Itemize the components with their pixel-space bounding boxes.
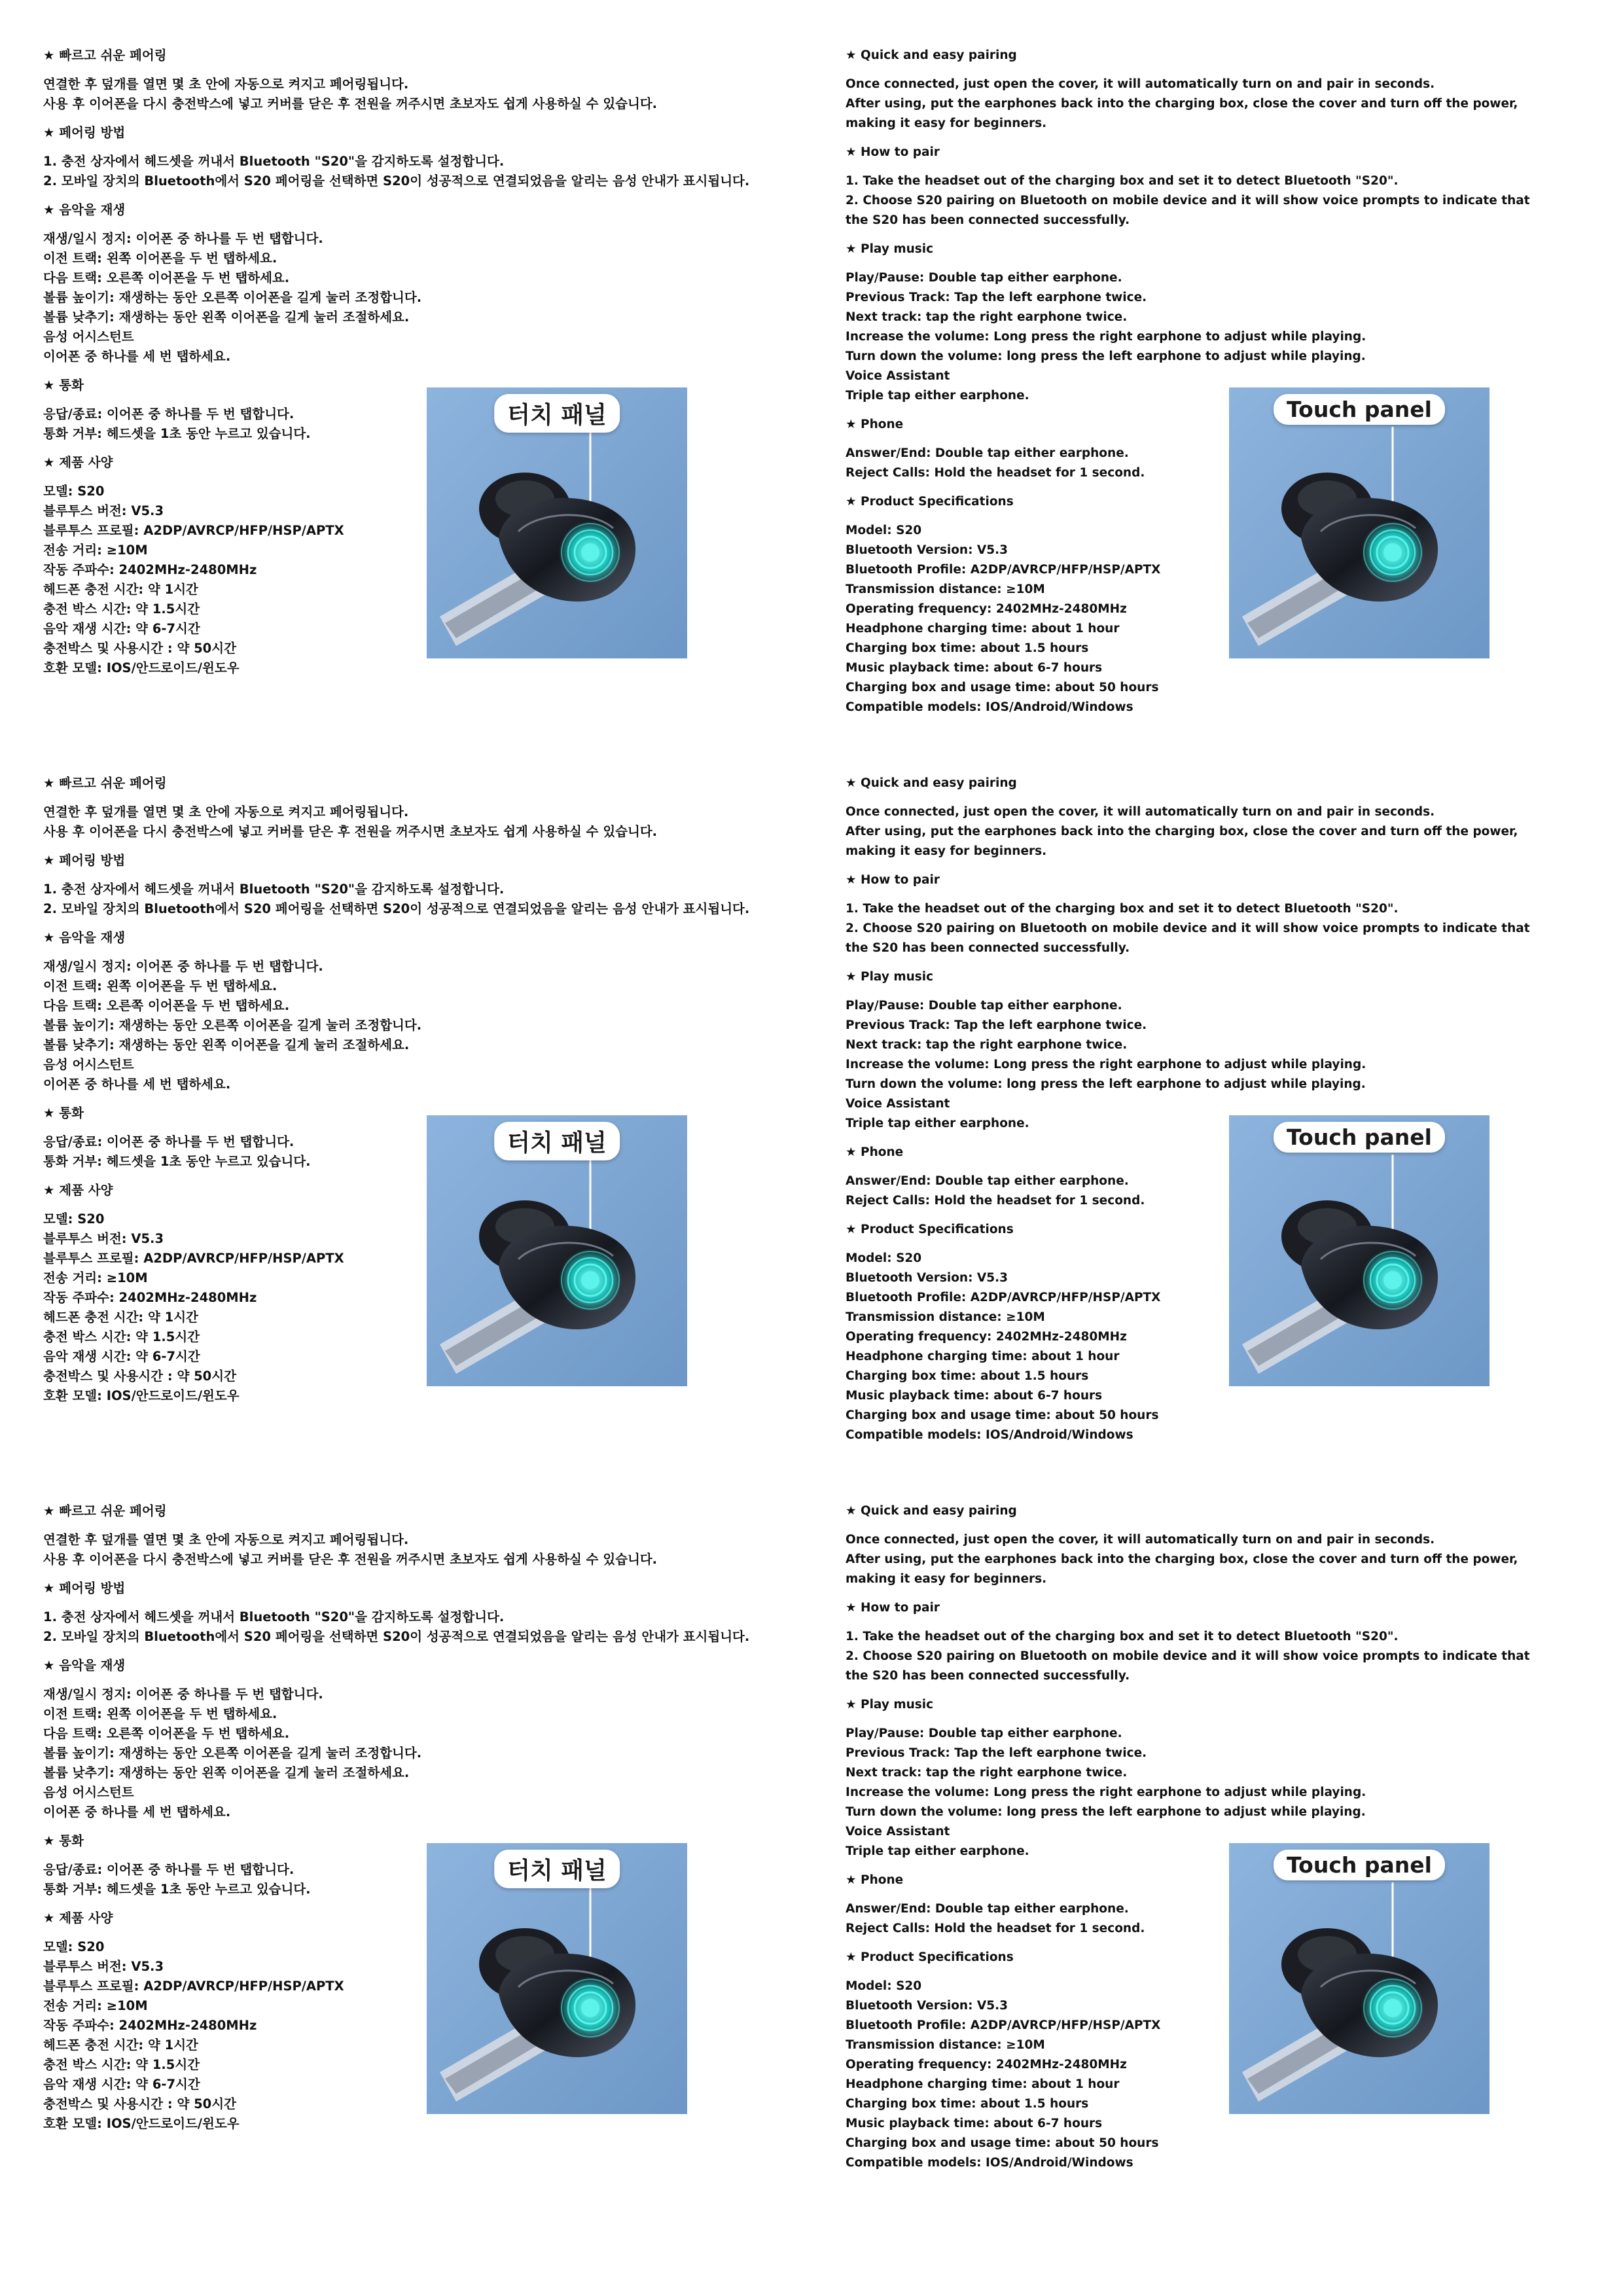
touch-panel-image: [427, 1115, 687, 1386]
heading-play-music: ★ Play music: [846, 1698, 934, 1712]
touch-panel-label: Touch panel: [1274, 1122, 1445, 1153]
play-music-text: Play/Pause: Double tap either earphone. Previous Track: Tap the left earphone twice. Next track: tap the right earphone twice. Increase the volume: Long press the right earphone to adjust while playing. Turn down the volume: long press the left earphone to adjust while playing. Voice Assistant Triple tap either earphone.: [846, 999, 1366, 1130]
heading-how-to-pair: ★ How to pair: [846, 1601, 940, 1615]
earbud-icon: [1229, 1115, 1489, 1386]
how-to-pair-text: 1. 충전 상자에서 헤드셋을 꺼내서 Bluetooth "S20"을 감지하도록 설정합니다. 2. 모바일 장치의 Bluetooth에서 S20 페어링을 선택하면 S20이 성공적으로 연결되었음을 알리는 음성 안내가 표시됩니다.: [43, 154, 750, 188]
english-manual-block: [812, 1456, 1623, 2183]
touch-panel-image: [427, 1843, 687, 2114]
heading-pairing: ★ 빠르고 쉬운 페어링: [43, 1503, 167, 1518]
pairing-text: 연결한 후 덮개를 열면 몇 초 안에 자동으로 켜지고 페어링됩니다. 사용 후 이어폰을 다시 충전박스에 넣고 커버를 닫은 후 전원을 꺼주시면 초보자도 쉽게 사용하실 수 있습니다.: [43, 1532, 658, 1567]
heading-specs: ★ Product Specifications: [846, 1223, 1014, 1236]
heading-specs: ★ 제품 사양: [43, 1910, 113, 1926]
heading-specs: ★ 제품 사양: [43, 1183, 113, 1198]
heading-how-to-pair: ★ How to pair: [846, 145, 940, 159]
pairing-text: Once connected, just open the cover, it will automatically turn on and pair in seconds. After using, put the earphones back into the charging box, close the cover and turn off the power, making it easy for beginners.: [846, 805, 1518, 858]
specs-text: Model: S20 Bluetooth Version: V5.3 Bluetooth Profile: A2DP/AVRCP/HFP/HSP/APTX Transmission distance: ≥10M Operating frequency: 2402MHz-2480MHz Headphone charging time: about 1 hour Charging box time: about 1.5 hours Music playback time: about 6-7 hours Charging box and usage time: about 50 hours Compatible models: IOS/Android/Windows: [846, 1979, 1161, 2170]
play-music-text: 재생/일시 정지: 이어폰 중 하나를 두 번 탭합니다. 이전 트랙: 왼쪽 이어폰을 두 번 탭하세요. 다음 트랙: 오른쪽 이어폰을 두 번 탭하세요. 볼륨 높이기: 재생하는 동안 오른쪽 이어폰을 길게 눌러 조정합니다. 볼륨 낮추기: 재생하는 동안 왼쪽 이어폰을 길게 눌러 조절하세요. 음성 어시스턴트 이어폰 중 하나를 세 번 탭하세요.: [43, 231, 422, 364]
touch-panel-label: 터치 패널: [494, 1122, 620, 1160]
heading-specs: ★ Product Specifications: [846, 495, 1014, 509]
heading-phone: ★ 통화: [43, 1105, 84, 1121]
touch-panel-label: 터치 패널: [494, 394, 620, 433]
heading-pairing: ★ Quick and easy pairing: [846, 776, 1017, 790]
phone-text: 응답/종료: 이어폰 중 하나를 두 번 탭합니다. 통화 거부: 헤드셋을 1초 동안 누르고 있습니다.: [43, 406, 311, 441]
heading-how-to-pair: ★ How to pair: [846, 873, 940, 887]
heading-play-music: ★ 음악을 재생: [43, 202, 126, 217]
specs-text: 모델: S20 블루투스 버전: V5.3 블루투스 프로필: A2DP/AVRCP/HFP/HSP/APTX 전송 거리: ≥10M 작동 주파수: 2402MHz-2480MHz 헤드폰 충전 시간: 약 1시간 충전 박스 시간: 약 1.5시간 음악 재생 시간: 약 6-7시간 충전박스 및 사용시간 : 약 50시간 호환 모델: IOS/안드로이드/윈도우: [43, 1939, 344, 2131]
heading-phone: ★ Phone: [846, 1873, 904, 1887]
phone-text: Answer/End: Double tap either earphone. Reject Calls: Hold the headset for 1 second.: [846, 1174, 1145, 1208]
how-to-pair-text: 1. 충전 상자에서 헤드셋을 꺼내서 Bluetooth "S20"을 감지하도록 설정합니다. 2. 모바일 장치의 Bluetooth에서 S20 페어링을 선택하면 S20이 성공적으로 연결되었음을 알리는 음성 안내가 표시됩니다.: [43, 1609, 750, 1644]
specs-text: 모델: S20 블루투스 버전: V5.3 블루투스 프로필: A2DP/AVRCP/HFP/HSP/APTX 전송 거리: ≥10M 작동 주파수: 2402MHz-2480MHz 헤드폰 충전 시간: 약 1시간 충전 박스 시간: 약 1.5시간 음악 재생 시간: 약 6-7시간 충전박스 및 사용시간 : 약 50시간 호환 모델: IOS/안드로이드/윈도우: [43, 484, 344, 675]
heading-how-to-pair: ★ 페어링 방법: [43, 1581, 126, 1596]
phone-text: 응답/종료: 이어폰 중 하나를 두 번 탭합니다. 통화 거부: 헤드셋을 1초 동안 누르고 있습니다.: [43, 1134, 311, 1169]
how-to-pair-text: 1. Take the headset out of the charging box and set it to detect Bluetooth "S20". 2. Choose S20 pairing on Bluetooth on mobile device and it will show voice prompts to indicate that the S20 has been connected successfully.: [846, 902, 1530, 955]
play-music-text: 재생/일시 정지: 이어폰 중 하나를 두 번 탭합니다. 이전 트랙: 왼쪽 이어폰을 두 번 탭하세요. 다음 트랙: 오른쪽 이어폰을 두 번 탭하세요. 볼륨 높이기: 재생하는 동안 오른쪽 이어폰을 길게 눌러 조정합니다. 볼륨 낮추기: 재생하는 동안 왼쪽 이어폰을 길게 눌러 조절하세요. 음성 어시스턴트 이어폰 중 하나를 세 번 탭하세요.: [43, 959, 422, 1092]
earbud-icon: [1229, 387, 1489, 658]
touch-panel-label: Touch panel: [1274, 394, 1445, 425]
pairing-text: 연결한 후 덮개를 열면 몇 초 안에 자동으로 켜지고 페어링됩니다. 사용 후 이어폰을 다시 충전박스에 넣고 커버를 닫은 후 전원을 꺼주시면 초보자도 쉽게 사용하실 수 있습니다.: [43, 77, 658, 111]
heading-specs: ★ Product Specifications: [846, 1950, 1014, 1964]
heading-specs: ★ 제품 사양: [43, 455, 113, 470]
pairing-text: 연결한 후 덮개를 열면 몇 초 안에 자동으로 켜지고 페어링됩니다. 사용 후 이어폰을 다시 충전박스에 넣고 커버를 닫은 후 전원을 꺼주시면 초보자도 쉽게 사용하실 수 있습니다.: [43, 804, 658, 839]
heading-play-music: ★ Play music: [846, 242, 934, 256]
phone-text: Answer/End: Double tap either earphone. Reject Calls: Hold the headset for 1 second.: [846, 446, 1145, 480]
heading-phone: ★ Phone: [846, 418, 904, 431]
heading-pairing: ★ Quick and easy pairing: [846, 1504, 1017, 1518]
pairing-text: Once connected, just open the cover, it will automatically turn on and pair in seconds. After using, put the earphones back into the charging box, close the cover and turn off the power, making it easy for beginners.: [846, 77, 1518, 130]
how-to-pair-text: 1. 충전 상자에서 헤드셋을 꺼내서 Bluetooth "S20"을 감지하도록 설정합니다. 2. 모바일 장치의 Bluetooth에서 S20 페어링을 선택하면 S20이 성공적으로 연결되었음을 알리는 음성 안내가 표시됩니다.: [43, 882, 750, 916]
heading-phone: ★ 통화: [43, 378, 84, 393]
play-music-text: Play/Pause: Double tap either earphone. Previous Track: Tap the left earphone twice. Next track: tap the right earphone twice. Increase the volume: Long press the right earphone to adjust while playing. Turn down the volume: long press the left earphone to adjust while playing. Voice Assistant Triple tap either earphone.: [846, 1727, 1366, 1858]
play-music-text: 재생/일시 정지: 이어폰 중 하나를 두 번 탭합니다. 이전 트랙: 왼쪽 이어폰을 두 번 탭하세요. 다음 트랙: 오른쪽 이어폰을 두 번 탭하세요. 볼륨 높이기: 재생하는 동안 오른쪽 이어폰을 길게 눌러 조정합니다. 볼륨 낮추기: 재생하는 동안 왼쪽 이어폰을 길게 눌러 조절하세요. 음성 어시스턴트 이어폰 중 하나를 세 번 탭하세요.: [43, 1687, 422, 1820]
phone-text: 응답/종료: 이어폰 중 하나를 두 번 탭합니다. 통화 거부: 헤드셋을 1초 동안 누르고 있습니다.: [43, 1862, 311, 1897]
korean-manual-block: [0, 1456, 812, 2183]
touch-panel-label: 터치 패널: [494, 1850, 620, 1888]
heading-pairing: ★ 빠르고 쉬운 페어링: [43, 776, 167, 791]
how-to-pair-text: 1. Take the headset out of the charging box and set it to detect Bluetooth "S20". 2. Choose S20 pairing on Bluetooth on mobile device and it will show voice prompts to indicate that the S20 has been connected successfully.: [846, 174, 1530, 227]
heading-how-to-pair: ★ 페어링 방법: [43, 125, 126, 140]
specs-text: 모델: S20 블루투스 버전: V5.3 블루투스 프로필: A2DP/AVRCP/HFP/HSP/APTX 전송 거리: ≥10M 작동 주파수: 2402MHz-2480MHz 헤드폰 충전 시간: 약 1시간 충전 박스 시간: 약 1.5시간 음악 재생 시간: 약 6-7시간 충전박스 및 사용시간 : 약 50시간 호환 모델: IOS/안드로이드/윈도우: [43, 1211, 344, 1403]
heading-pairing: ★ Quick and easy pairing: [846, 48, 1017, 62]
touch-panel-image: [1229, 1843, 1489, 2114]
pairing-text: Once connected, just open the cover, it will automatically turn on and pair in seconds. After using, put the earphones back into the charging box, close the cover and turn off the power, making it easy for beginners.: [846, 1533, 1518, 1586]
heading-play-music: ★ 음악을 재생: [43, 930, 126, 945]
heading-how-to-pair: ★ 페어링 방법: [43, 853, 126, 868]
heading-phone: ★ 통화: [43, 1833, 84, 1848]
specs-text: Model: S20 Bluetooth Version: V5.3 Bluetooth Profile: A2DP/AVRCP/HFP/HSP/APTX Transmission distance: ≥10M Operating frequency: 2402MHz-2480MHz Headphone charging time: about 1 hour Charging box time: about 1.5 hours Music playback time: about 6-7 hours Charging box and usage time: about 50 hours Compatible models: IOS/Android/Windows: [846, 524, 1161, 714]
touch-panel-image: [1229, 387, 1489, 658]
heading-phone: ★ Phone: [846, 1145, 904, 1159]
touch-panel-label: Touch panel: [1274, 1850, 1445, 1880]
specs-text: Model: S20 Bluetooth Version: V5.3 Bluetooth Profile: A2DP/AVRCP/HFP/HSP/APTX Transmission distance: ≥10M Operating frequency: 2402MHz-2480MHz Headphone charging time: about 1 hour Charging box time: about 1.5 hours Music playback time: about 6-7 hours Charging box and usage time: about 50 hours Compatible models: IOS/Android/Windows: [846, 1251, 1161, 1442]
play-music-text: Play/Pause: Double tap either earphone. Previous Track: Tap the left earphone twice. Next track: tap the right earphone twice. Increase the volume: Long press the right earphone to adjust while playing. Turn down the volume: long press the left earphone to adjust while playing. Voice Assistant Triple tap either earphone.: [846, 271, 1366, 403]
korean-manual-block: [0, 728, 812, 1456]
heading-play-music: ★ 음악을 재생: [43, 1658, 126, 1673]
korean-manual-block: [0, 0, 812, 728]
english-manual-block: [812, 728, 1623, 1456]
touch-panel-image: [1229, 1115, 1489, 1386]
how-to-pair-text: 1. Take the headset out of the charging box and set it to detect Bluetooth "S20". 2. Choose S20 pairing on Bluetooth on mobile device and it will show voice prompts to indicate that the S20 has been connected successfully.: [846, 1630, 1530, 1683]
english-manual-block: [812, 0, 1623, 728]
heading-play-music: ★ Play music: [846, 970, 934, 984]
phone-text: Answer/End: Double tap either earphone. Reject Calls: Hold the headset for 1 second.: [846, 1902, 1145, 1935]
touch-panel-image: [427, 387, 687, 658]
heading-pairing: ★ 빠르고 쉬운 페어링: [43, 48, 167, 63]
earbud-icon: [1229, 1843, 1489, 2114]
